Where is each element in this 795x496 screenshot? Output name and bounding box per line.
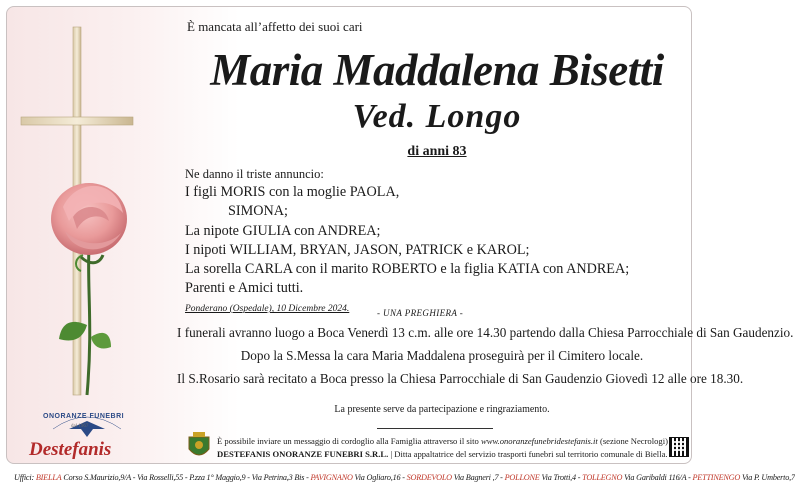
prayer-label: - UNA PREGHIERA - [377,308,464,318]
mourner-line: La sorella CARLA con il marito ROBERTO e la figlia KATIA con ANDREA; [185,261,630,278]
company-name: DESTEFANIS ONORANZE FUNEBRI S.R.L. [217,449,389,459]
condolence-notice [217,436,668,446]
notice-text: È possibile inviare un messaggio di cordoglio alla Famiglia attraverso il sito [217,436,479,446]
mourner-line: I nipoti WILLIAM, BRYAN, JASON, PATRICK e KAROL; [185,241,530,258]
brand-name: Destefanis [29,439,112,460]
office-town: PETTINENGO [692,473,741,482]
cross-rose-illustration [7,7,157,407]
mourner-line: Parenti e Amici tutti. [185,280,304,297]
rose-icon [51,183,127,395]
deceased-name: Maria Maddalena Bisetti [210,45,664,95]
brand-since: dal 1967 [71,424,89,429]
intro-text: È mancata all’affetto dei suoi cari [187,19,363,34]
footer-label: Uffici: [14,473,34,482]
funeral-line: Dopo la S.Messa la cara Maria Maddalena proseguirà per il Cimitero locale. [240,348,644,363]
office-address: Via Garibaldi 116/A - [624,473,691,482]
obituary-card [6,6,794,464]
office-address: Via P. Umberto,7 [741,473,795,482]
funeral-details [177,321,794,390]
deceased-age: di anni 83 [407,144,467,159]
brand-arc-text: ONORANZE FUNEBRI [43,413,125,420]
qr-code-icon[interactable] [669,437,689,457]
divider [377,428,493,429]
mourner-line: SIMONA; [228,203,288,220]
office-town: BIELLA [35,473,62,482]
funeral-line: Il S.Rosario sarà recitato a Boca presso la Chiesa Parrocchiale di San Gaudenzio Giovedì 12 alle ore 18.30. [177,371,744,386]
company-notice [217,449,668,459]
crest-icon [187,431,211,461]
mourner-line: I figli MORIS con la moglie PAOLA, [185,184,400,200]
office-town: POLLONE [504,473,540,482]
mourner-line: La nipote GIULIA con ANDREA; [185,222,381,239]
offices-footer [14,473,795,482]
office-town: PAVIGNANO [310,473,353,482]
place-date: Ponderano (Ospedale), 10 Dicembre 2024. [185,304,350,314]
office-address: Via Bagneri ,7 - [453,473,503,482]
office-town: TOLLEGNO [582,473,623,482]
office-address: Via Trotti,4 - [541,473,581,482]
company-description: | Ditta appaltatrice del servizio trasporti funebri sul territorio comunale di Biella. [390,449,668,459]
married-name: Ved. Longo [352,98,522,135]
notice-section: (sezione Necrologi) [599,436,668,446]
announcement-text: Ne danno il triste annuncio: [185,167,324,181]
office-town: SORDEVOLO [406,473,452,482]
mourners-list [185,183,629,299]
website-link[interactable]: www.onoranzefunebridestefanis.it [480,436,598,446]
funeral-line: I funerali avranno luogo a Boca Venerdì 13 c.m. alle ore 14.30 partendo dalla Chiesa Parrocchiale di San Gaudenzio. [177,325,794,340]
thanks-text: La presente serve da partecipazione e ringraziamento. [334,404,550,415]
office-address: Corso S.Maurizio,9/A - Via Rosselli,55 - P.zza 1° Maggio,9 - Via Petrina,3 Bis - [63,473,309,482]
office-address: Via Ogliaro,16 - [354,473,405,482]
